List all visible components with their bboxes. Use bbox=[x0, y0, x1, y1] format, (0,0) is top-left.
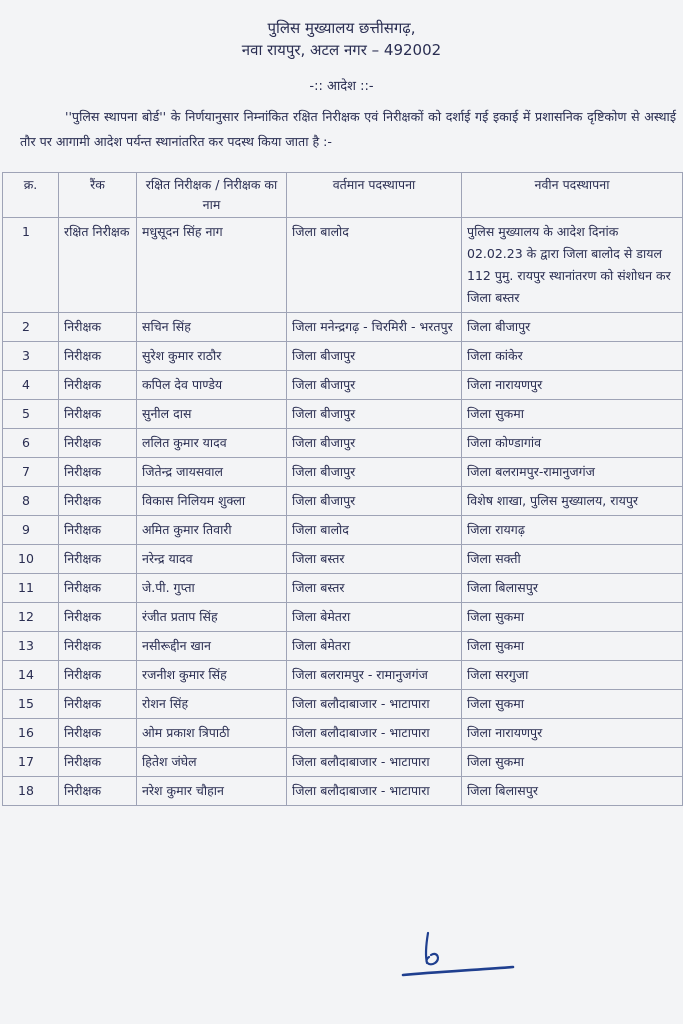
cell-serial: 2 bbox=[3, 313, 59, 342]
cell-current-posting: जिला बलौदाबाजार - भाटापारा bbox=[287, 719, 462, 748]
signature bbox=[395, 925, 525, 985]
cell-current-posting: जिला बलौदाबाजार - भाटापारा bbox=[287, 777, 462, 806]
cell-current-posting: जिला बस्तर bbox=[287, 545, 462, 574]
cell-rank: रक्षित निरीक्षक bbox=[59, 218, 137, 313]
cell-current-posting: जिला बीजापुर bbox=[287, 342, 462, 371]
cell-name: सुनील दास bbox=[137, 400, 287, 429]
cell-new-posting: पुलिस मुख्यालय के आदेश दिनांक 02.02.23 के द्वारा जिला बालोद से डायल 112 पुमु. रायपुर स्थानांतरण को संशोधन कर जिला बस्तर bbox=[462, 218, 683, 313]
cell-name: नरेन्द्र यादव bbox=[137, 545, 287, 574]
table-row bbox=[3, 748, 683, 777]
cell-new-posting: जिला बिलासपुर bbox=[462, 574, 683, 603]
cell-new-posting: जिला कोण्डागांव bbox=[462, 429, 683, 458]
table-row bbox=[3, 487, 683, 516]
cell-name: ललित कुमार यादव bbox=[137, 429, 287, 458]
table-row bbox=[3, 516, 683, 545]
cell-rank: निरीक्षक bbox=[59, 661, 137, 690]
cell-name: रंजीत प्रताप सिंह bbox=[137, 603, 287, 632]
cell-name: विकास निलियम शुक्ला bbox=[137, 487, 287, 516]
cell-serial: 1 bbox=[3, 218, 59, 313]
cell-rank: निरीक्षक bbox=[59, 632, 137, 661]
cell-name: सचिन सिंह bbox=[137, 313, 287, 342]
table-row bbox=[3, 545, 683, 574]
cell-current-posting: जिला बालोद bbox=[287, 516, 462, 545]
cell-current-posting: जिला मनेन्द्रगढ़ - चिरमिरी - भरतपुर bbox=[287, 313, 462, 342]
cell-name: रजनीश कुमार सिंह bbox=[137, 661, 287, 690]
table-row bbox=[3, 574, 683, 603]
order-paragraph: ''पुलिस स्थापना बोर्ड'' के निर्णयानुसार निम्नांकित रक्षित निरीक्षक एवं निरीक्षकों को दर्शाई गई इकाई में प्रशासनिक दृष्टिकोण से अस्थाई तौर पर आगामी आदेश पर्यन्त स्थानांतरित कर पदस्थ किया जाता है :- bbox=[20, 109, 676, 149]
cell-rank: निरीक्षक bbox=[59, 690, 137, 719]
cell-name: रोशन सिंह bbox=[137, 690, 287, 719]
cell-new-posting: जिला नारायणपुर bbox=[462, 719, 683, 748]
order-title: -:: आदेश ::- bbox=[309, 79, 374, 94]
cell-rank: निरीक्षक bbox=[59, 371, 137, 400]
cell-current-posting: जिला बीजापुर bbox=[287, 429, 462, 458]
cell-current-posting: जिला बलौदाबाजार - भाटापारा bbox=[287, 748, 462, 777]
cell-serial: 8 bbox=[3, 487, 59, 516]
cell-new-posting: जिला रायगढ़ bbox=[462, 516, 683, 545]
cell-rank: निरीक्षक bbox=[59, 313, 137, 342]
table-row bbox=[3, 371, 683, 400]
col-new-posting: नवीन पदस्थापना bbox=[462, 173, 683, 218]
col-rank: रैंक bbox=[59, 173, 137, 218]
cell-new-posting: जिला बलरामपुर-रामानुजगंज bbox=[462, 458, 683, 487]
table-row bbox=[3, 218, 683, 313]
cell-new-posting: जिला सुकमा bbox=[462, 400, 683, 429]
cell-rank: निरीक्षक bbox=[59, 545, 137, 574]
table-row bbox=[3, 342, 683, 371]
cell-name: अमित कुमार तिवारी bbox=[137, 516, 287, 545]
cell-new-posting: विशेष शाखा, पुलिस मुख्यालय, रायपुर bbox=[462, 487, 683, 516]
cell-name: जे.पी. गुप्ता bbox=[137, 574, 287, 603]
cell-rank: निरीक्षक bbox=[59, 400, 137, 429]
cell-name: ओम प्रकाश त्रिपाठी bbox=[137, 719, 287, 748]
cell-serial: 7 bbox=[3, 458, 59, 487]
table-row bbox=[3, 603, 683, 632]
table-row bbox=[3, 313, 683, 342]
cell-rank: निरीक्षक bbox=[59, 516, 137, 545]
cell-name: जितेन्द्र जायसवाल bbox=[137, 458, 287, 487]
table-row bbox=[3, 661, 683, 690]
cell-current-posting: जिला बेमेतरा bbox=[287, 632, 462, 661]
cell-rank: निरीक्षक bbox=[59, 574, 137, 603]
cell-serial: 9 bbox=[3, 516, 59, 545]
col-current-posting: वर्तमान पदस्थापना bbox=[287, 173, 462, 218]
cell-rank: निरीक्षक bbox=[59, 777, 137, 806]
cell-serial: 16 bbox=[3, 719, 59, 748]
cell-serial: 18 bbox=[3, 777, 59, 806]
transfer-table bbox=[2, 172, 683, 806]
col-serial: क्र. bbox=[3, 173, 59, 218]
cell-new-posting: जिला कांकेर bbox=[462, 342, 683, 371]
table-header-row bbox=[3, 173, 683, 218]
cell-rank: निरीक्षक bbox=[59, 458, 137, 487]
cell-serial: 5 bbox=[3, 400, 59, 429]
cell-current-posting: जिला बीजापुर bbox=[287, 400, 462, 429]
cell-new-posting: जिला सुकमा bbox=[462, 690, 683, 719]
cell-new-posting: जिला सरगुजा bbox=[462, 661, 683, 690]
cell-serial: 10 bbox=[3, 545, 59, 574]
cell-name: कपिल देव पाण्डेय bbox=[137, 371, 287, 400]
cell-current-posting: जिला बीजापुर bbox=[287, 371, 462, 400]
cell-serial: 15 bbox=[3, 690, 59, 719]
cell-name: सुरेश कुमार राठौर bbox=[137, 342, 287, 371]
cell-new-posting: जिला नारायणपुर bbox=[462, 371, 683, 400]
cell-rank: निरीक्षक bbox=[59, 429, 137, 458]
cell-serial: 14 bbox=[3, 661, 59, 690]
cell-serial: 13 bbox=[3, 632, 59, 661]
cell-current-posting: जिला बीजापुर bbox=[287, 487, 462, 516]
cell-name: मधुसूदन सिंह नाग bbox=[137, 218, 287, 313]
table-row bbox=[3, 777, 683, 806]
cell-serial: 11 bbox=[3, 574, 59, 603]
cell-current-posting: जिला बलरामपुर - रामानुजगंज bbox=[287, 661, 462, 690]
table-row bbox=[3, 429, 683, 458]
cell-new-posting: जिला सुकमा bbox=[462, 603, 683, 632]
office-name: पुलिस मुख्यालय छत्तीसगढ़, bbox=[267, 19, 416, 37]
cell-serial: 12 bbox=[3, 603, 59, 632]
cell-name: नसीरूद्दीन खान bbox=[137, 632, 287, 661]
cell-current-posting: जिला बीजापुर bbox=[287, 458, 462, 487]
cell-current-posting: जिला बालोद bbox=[287, 218, 462, 313]
cell-rank: निरीक्षक bbox=[59, 719, 137, 748]
cell-current-posting: जिला बेमेतरा bbox=[287, 603, 462, 632]
cell-new-posting: जिला सुकमा bbox=[462, 632, 683, 661]
cell-current-posting: जिला बलौदाबाजार - भाटापारा bbox=[287, 690, 462, 719]
cell-name: हितेश जंघेल bbox=[137, 748, 287, 777]
table-row bbox=[3, 458, 683, 487]
cell-new-posting: जिला बिलासपुर bbox=[462, 777, 683, 806]
office-address: नवा रायपुर, अटल नगर – 492002 bbox=[241, 41, 442, 59]
cell-rank: निरीक्षक bbox=[59, 487, 137, 516]
table-row bbox=[3, 690, 683, 719]
cell-rank: निरीक्षक bbox=[59, 603, 137, 632]
cell-new-posting: जिला सक्ती bbox=[462, 545, 683, 574]
table-row bbox=[3, 632, 683, 661]
cell-rank: निरीक्षक bbox=[59, 342, 137, 371]
cell-serial: 6 bbox=[3, 429, 59, 458]
cell-current-posting: जिला बस्तर bbox=[287, 574, 462, 603]
col-name: रक्षित निरीक्षक / निरीक्षक का नाम bbox=[137, 173, 287, 218]
table-row bbox=[3, 719, 683, 748]
cell-serial: 3 bbox=[3, 342, 59, 371]
cell-serial: 4 bbox=[3, 371, 59, 400]
cell-name: नरेश कुमार चौहान bbox=[137, 777, 287, 806]
cell-serial: 17 bbox=[3, 748, 59, 777]
cell-new-posting: जिला सुकमा bbox=[462, 748, 683, 777]
table-body bbox=[3, 218, 683, 806]
table-row bbox=[3, 400, 683, 429]
cell-rank: निरीक्षक bbox=[59, 748, 137, 777]
cell-new-posting: जिला बीजापुर bbox=[462, 313, 683, 342]
